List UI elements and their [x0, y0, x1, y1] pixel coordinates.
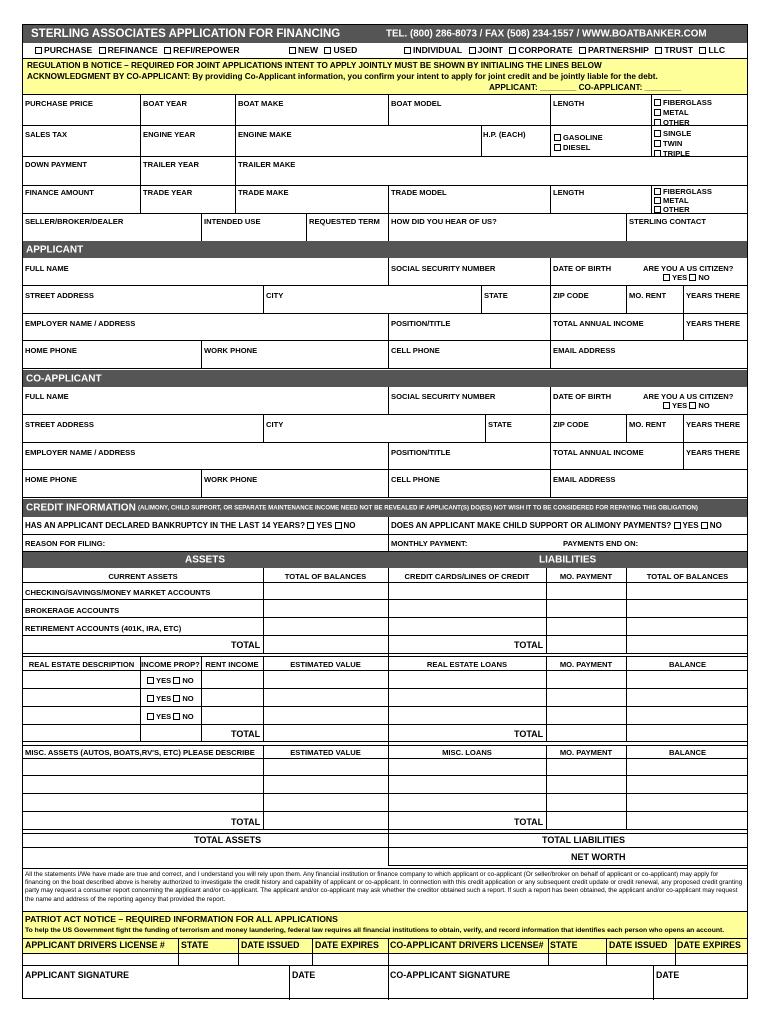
co-applicant-income-field[interactable]: TOTAL ANNUAL INCOME	[553, 448, 644, 457]
refinance-checkbox[interactable]	[99, 47, 106, 54]
misc-loans-column-header: MISC. LOANS	[442, 748, 492, 757]
trade-model-field[interactable]: TRADE MODEL	[391, 188, 447, 197]
co-applicant-employer-field[interactable]: EMPLOYER NAME / ADDRESS	[25, 448, 136, 457]
new-checkbox[interactable]	[289, 47, 296, 54]
notice-line-1: REGULATION B NOTICE – REQUIRED FOR JOINT APPLICATIONS INTENT TO APPLY JOINTLY MUST BE SHOWN BY INITIALING THE LINES BELOW	[27, 61, 602, 70]
applicant-header	[23, 241, 747, 258]
credit-info-header	[23, 499, 747, 517]
bankruptcy-question	[25, 521, 356, 530]
applicant-years-there-field[interactable]: YEARS THERE	[686, 291, 741, 300]
applicant-cell-phone-field[interactable]: CELL PHONE	[391, 346, 440, 355]
co-applicant-position-field[interactable]: POSITION/TITLE	[391, 448, 451, 457]
checking-accounts-row[interactable]: CHECKING/SAVINGS/MONEY MARKET ACCOUNTS	[25, 588, 211, 597]
other-checkbox[interactable]	[654, 119, 661, 126]
purchase-label: PURCHASE	[44, 45, 93, 55]
applicant-signature-field[interactable]: APPLICANT SIGNATURE	[25, 970, 129, 980]
refi-repower-option[interactable]	[164, 46, 239, 55]
fiberglass-option[interactable]	[654, 98, 712, 108]
co-applicant-license-issued-field[interactable]: DATE ISSUED	[609, 940, 668, 950]
llc-checkbox[interactable]	[699, 47, 706, 54]
assets-liabilities-header	[23, 552, 747, 568]
assets-total-balances-column-header: TOTAL OF BALANCES	[284, 572, 367, 581]
refinance-label: REFINANCE	[107, 45, 158, 55]
co-applicant-heading: CO-APPLICANT	[26, 373, 102, 384]
applicant-home-phone-field[interactable]: HOME PHONE	[25, 346, 77, 355]
sterling-contact-field[interactable]: STERLING CONTACT	[629, 217, 707, 226]
bankruptcy-no-checkbox[interactable]	[335, 522, 342, 529]
income-prop-column-header: INCOME PROP?	[141, 660, 200, 669]
application-form	[22, 24, 748, 999]
co-applicant-full-name-field[interactable]: FULL NAME	[25, 392, 69, 401]
patriot-text: To help the US Government fight the funding of terrorism and money laundering, federal law requires all financial institutions to obtain, verify, and record information that identifies each person who opens an account.	[25, 927, 725, 934]
co-applicant-header	[23, 370, 747, 387]
fiberglass-label: FIBERGLASS	[663, 98, 712, 107]
assets-heading: ASSETS	[185, 554, 226, 566]
metal-checkbox[interactable]	[654, 109, 661, 116]
form-title: STERLING ASSOCIATES APPLICATION FOR FINANCING	[31, 28, 341, 40]
misc-assets-column-header: MISC. ASSETS (AUTOS, BOATS,RV'S, ETC) PLEASE DESCRIBE	[25, 748, 255, 757]
joint-label: JOINT	[477, 45, 503, 55]
purpose-options	[35, 46, 244, 55]
support-no-label: NO	[709, 521, 722, 530]
trust-option[interactable]	[655, 46, 693, 55]
single-checkbox[interactable]	[654, 130, 661, 137]
joint-option[interactable]	[469, 46, 503, 55]
dealer-field[interactable]: SELLER/BROKER/DEALER	[25, 217, 124, 226]
regulation-b-notice	[23, 59, 747, 94]
co-applicant-email-field[interactable]: EMAIL ADDRESS	[553, 475, 616, 484]
trade-fiberglass-label: FIBERGLASS	[663, 187, 712, 196]
metal-option[interactable]	[654, 108, 712, 118]
twin-label: TWIN	[663, 139, 683, 148]
credit-cards-column-header: CREDIT CARDS/LINES OF CREDIT	[404, 572, 530, 581]
co-applicant-license-state-field[interactable]: STATE	[550, 940, 578, 950]
misc-balance-column-header: BALANCE	[668, 748, 707, 757]
real-estate-description-column-header: REAL ESTATE DESCRIPTION	[28, 660, 135, 669]
co-applicant-license-field[interactable]: CO-APPLICANT DRIVERS LICENSE#	[390, 940, 544, 950]
support-no-checkbox[interactable]	[701, 522, 708, 529]
finance-amount-field[interactable]: FINANCE AMOUNT	[25, 188, 94, 197]
trade-fiberglass-option[interactable]	[654, 187, 712, 196]
boat-model-field[interactable]: BOAT MODEL	[391, 99, 442, 108]
re-mo-payment-column-header: MO. PAYMENT	[559, 660, 613, 669]
triple-option[interactable]	[654, 149, 691, 159]
trade-metal-checkbox[interactable]	[654, 197, 661, 204]
net-worth-label: NET WORTH	[571, 852, 626, 862]
twin-checkbox[interactable]	[654, 140, 661, 147]
income-prop-yes-checkbox-2[interactable]	[147, 695, 154, 702]
triple-label: TRIPLE	[663, 149, 691, 158]
trade-make-field[interactable]: TRADE MAKE	[238, 188, 289, 197]
trust-label: TRUST	[664, 45, 693, 55]
applicant-dob-field[interactable]: DATE OF BIRTH	[553, 264, 612, 273]
diesel-label: DIESEL	[563, 143, 591, 152]
income-prop-options-3	[147, 712, 194, 721]
notice-initials[interactable]: APPLICANT: ________ CO-APPLICANT: ________	[489, 83, 682, 92]
credit-heading: CREDIT INFORMATION	[26, 502, 136, 514]
misc-mo-payment-column-header: MO. PAYMENT	[559, 748, 613, 757]
income-prop-yes-label-1: YES	[156, 676, 172, 685]
applicant-license-field[interactable]: APPLICANT DRIVERS LICENSE #	[25, 940, 165, 950]
support-question-label: DOES AN APPLICANT MAKE CHILD SUPPORT OR ALIMONY PAYMENTS?	[391, 521, 672, 530]
used-option[interactable]	[324, 46, 357, 55]
purchase-checkbox[interactable]	[35, 47, 42, 54]
applicant-street-field[interactable]: STREET ADDRESS	[25, 291, 94, 300]
rent-income-column-header: RENT INCOME	[205, 660, 259, 669]
trade-year-field[interactable]: TRADE YEAR	[143, 188, 193, 197]
co-applicant-citizen-yes-label: YES	[672, 401, 688, 410]
income-prop-no-label-3: NO	[182, 712, 194, 721]
trade-metal-option[interactable]	[654, 196, 712, 205]
patriot-title: PATRIOT ACT NOTICE – REQUIRED INFORMATION FOR ALL APPLICATIONS	[25, 914, 338, 924]
support-yes-checkbox[interactable]	[674, 522, 681, 529]
total-liabilities-label: TOTAL LIABILITIES	[542, 835, 625, 845]
engine-year-field[interactable]: ENGINE YEAR	[143, 130, 196, 139]
co-applicant-citizen-yes-checkbox[interactable]	[663, 402, 670, 409]
refi-repower-label: REFI/REPOWER	[173, 45, 240, 55]
llc-label: LLC	[708, 45, 726, 55]
applicant-position-field[interactable]: POSITION/TITLE	[391, 319, 451, 328]
co-applicant-signature-field[interactable]: CO-APPLICANT SIGNATURE	[390, 970, 511, 980]
income-prop-yes-label-2: YES	[156, 694, 172, 703]
applicant-license-expires-field[interactable]: DATE EXPIRES	[315, 940, 379, 950]
applicant-income-field[interactable]: TOTAL ANNUAL INCOME	[553, 319, 644, 328]
engine-make-field[interactable]: ENGINE MAKE	[238, 130, 292, 139]
individual-checkbox[interactable]	[404, 47, 411, 54]
applicant-citizen-options	[663, 273, 710, 282]
hull-material-options	[654, 98, 712, 128]
trade-fiberglass-checkbox[interactable]	[654, 188, 661, 195]
applicant-mo-rent-field[interactable]: MO. RENT	[629, 291, 667, 300]
applicant-city-field[interactable]: CITY	[266, 291, 284, 300]
co-applicant-state-field[interactable]: STATE	[488, 420, 512, 429]
applicant-state-field[interactable]: STATE	[484, 291, 508, 300]
trust-checkbox[interactable]	[655, 47, 662, 54]
monthly-payment-field[interactable]: MONTHLY PAYMENT:	[391, 539, 468, 548]
current-assets-column-header: CURRENT ASSETS	[108, 572, 178, 581]
co-applicant-ssn-field[interactable]: SOCIAL SECURITY NUMBER	[391, 392, 496, 401]
refinance-option[interactable]	[99, 46, 158, 55]
applicant-zip-field[interactable]: ZIP CODE	[553, 291, 589, 300]
balance-column-header: BALANCE	[668, 660, 707, 669]
retirement-accounts-row[interactable]: RETIREMENT ACCOUNTS (401K, IRA, ETC)	[25, 624, 182, 633]
estimated-value-column-header: ESTIMATED VALUE	[290, 660, 361, 669]
applicant-license-state-field[interactable]: STATE	[181, 940, 209, 950]
applicant-heading: APPLICANT	[26, 244, 84, 255]
co-applicant-dob-field[interactable]: DATE OF BIRTH	[553, 392, 612, 401]
assets-total-label-1: TOTAL	[231, 640, 261, 650]
sales-tax-field[interactable]: SALES TAX	[25, 130, 68, 139]
liabilities-total-label-1: TOTAL	[514, 640, 544, 650]
co-applicant-work-phone-field[interactable]: WORK PHONE	[204, 475, 258, 484]
gasoline-label: GASOLINE	[563, 133, 603, 142]
corporate-label: CORPORATE	[518, 45, 573, 55]
intended-use-field[interactable]: INTENDED USE	[204, 217, 261, 226]
liabilities-total-label-2: TOTAL	[514, 729, 544, 739]
co-applicant-citizen-no-label: NO	[698, 401, 710, 410]
gasoline-checkbox[interactable]	[554, 134, 561, 141]
gasoline-option[interactable]	[554, 133, 603, 143]
applicant-years-there-2-field[interactable]: YEARS THERE	[686, 319, 741, 328]
engine-count-options	[654, 129, 691, 159]
purchase-price-field[interactable]: PURCHASE PRICE	[25, 99, 93, 108]
applicant-citizen-yes-label: YES	[672, 273, 688, 282]
trade-other-label: OTHER	[663, 205, 690, 214]
misc-estimated-value-column-header: ESTIMATED VALUE	[290, 748, 361, 757]
trailer-make-field[interactable]: TRAILER MAKE	[238, 160, 296, 169]
bankruptcy-yes-checkbox[interactable]	[307, 522, 314, 529]
partnership-option[interactable]	[579, 46, 649, 55]
co-applicant-citizen-no-checkbox[interactable]	[689, 402, 696, 409]
co-applicant-license-expires-field[interactable]: DATE EXPIRES	[677, 940, 741, 950]
individual-label: INDIVIDUAL	[413, 45, 463, 55]
co-applicant-mo-rent-field[interactable]: MO. RENT	[629, 420, 667, 429]
twin-option[interactable]	[654, 139, 691, 149]
payments-end-field[interactable]: PAYMENTS END ON:	[563, 539, 639, 548]
assets-total-label-3: TOTAL	[231, 817, 261, 827]
applicant-employer-field[interactable]: EMPLOYER NAME / ADDRESS	[25, 319, 136, 328]
co-applicant-cell-phone-field[interactable]: CELL PHONE	[391, 475, 440, 484]
fiberglass-checkbox[interactable]	[654, 99, 661, 106]
certification-statement: All the statements I/We have made are true and correct, and I understand you will rely upon them. Any financial institution or finance company to which applicant or co-applicant (Or seller/broker on behalf of applicant or co-applicant) may apply for financing on the boat described above is hereby authorized to investigate the credit history and capability of applicant or co-applicant. In connection with this credit application or any subsequent credit update or credit renewal, any proposed credit granting party may request a consumer report concerning the applicant and/or co-applicant. The applicant and/or co-applicant may ask whether the creditor obtained such a report. If such a report has been obtained, the applicant and/or co-applicant may request the name and address of the reporting agency that provided the report.	[25, 871, 743, 903]
partnership-checkbox[interactable]	[579, 47, 586, 54]
partnership-label: PARTNERSHIP	[587, 45, 649, 55]
liabilities-heading: LIABILITIES	[539, 554, 597, 566]
support-question	[391, 521, 722, 530]
applicant-work-phone-field[interactable]: WORK PHONE	[204, 346, 258, 355]
trade-length-field[interactable]: LENGTH	[553, 188, 585, 197]
co-applicant-years-there-field[interactable]: YEARS THERE	[686, 420, 741, 429]
bankruptcy-no-label: NO	[343, 521, 356, 530]
trailer-year-field[interactable]: TRAILER YEAR	[143, 160, 199, 169]
diesel-checkbox[interactable]	[554, 144, 561, 151]
llc-option[interactable]	[699, 46, 725, 55]
applicant-signature-date-field[interactable]: DATE	[292, 970, 316, 980]
triple-checkbox[interactable]	[654, 150, 661, 157]
income-prop-no-label-1: NO	[182, 676, 194, 685]
co-applicant-signature-date-field[interactable]: DATE	[656, 970, 680, 980]
boat-make-field[interactable]: BOAT MAKE	[238, 99, 284, 108]
income-prop-yes-checkbox-3[interactable]	[147, 713, 154, 720]
diesel-option[interactable]	[554, 143, 603, 153]
income-prop-no-checkbox-1[interactable]	[173, 677, 180, 684]
refi-repower-checkbox[interactable]	[164, 47, 171, 54]
other-option[interactable]	[654, 118, 712, 128]
liabilities-total-label-3: TOTAL	[514, 817, 544, 827]
co-applicant-citizen-question: ARE YOU A US CITIZEN?	[643, 392, 734, 401]
bankruptcy-question-label: HAS AN APPLICANT DECLARED BANKRUPTCY IN THE LAST 14 YEARS?	[25, 521, 306, 530]
applicant-license-issued-field[interactable]: DATE ISSUED	[241, 940, 300, 950]
assets-total-label-2: TOTAL	[231, 729, 261, 739]
income-prop-no-checkbox-3[interactable]	[173, 713, 180, 720]
condition-options	[289, 46, 361, 55]
single-label: SINGLE	[663, 129, 692, 138]
requested-term-field[interactable]: REQUESTED TERM	[309, 217, 380, 226]
trade-other-option[interactable]	[654, 205, 712, 214]
hp-field[interactable]: H.P. (EACH)	[483, 130, 526, 139]
co-applicant-zip-field[interactable]: ZIP CODE	[553, 420, 589, 429]
applicant-citizen-no-checkbox[interactable]	[689, 274, 696, 281]
co-applicant-citizen-options	[663, 401, 710, 410]
how-hear-field[interactable]: HOW DID YOU HEAR OF US?	[391, 217, 497, 226]
notice-line-2: ACKNOWLEDGMENT BY CO-APPLICANT: By providing Co-Applicant information, you confirm your intent to apply for joint credit and be jointly liable for the debt.	[27, 72, 658, 81]
used-checkbox[interactable]	[324, 47, 331, 54]
purchase-option[interactable]	[35, 46, 92, 55]
bankruptcy-yes-label: YES	[316, 521, 333, 530]
corporate-checkbox[interactable]	[509, 47, 516, 54]
metal-label: METAL	[663, 108, 689, 117]
patriot-act-notice	[23, 912, 747, 938]
co-applicant-home-phone-field[interactable]: HOME PHONE	[25, 475, 77, 484]
co-applicant-city-field[interactable]: CITY	[266, 420, 284, 429]
length-field[interactable]: LENGTH	[553, 99, 585, 108]
credit-note: (ALIMONY, CHILD SUPPORT, OR SEPARATE MAINTENANCE INCOME NEED NOT BE REVEALED IF APPLICANT(S) DO(ES) NOT WISH IT TO BE CONSIDERED FOR REPAYING THIS OBLIGATION)	[138, 504, 698, 512]
applicant-citizen-question: ARE YOU A US CITIZEN?	[643, 264, 734, 273]
applicant-ssn-field[interactable]: SOCIAL SECURITY NUMBER	[391, 264, 496, 273]
co-applicant-years-there-2-field[interactable]: YEARS THERE	[686, 448, 741, 457]
other-label: OTHER	[663, 118, 690, 127]
liab-total-balances-column-header: TOTAL OF BALANCES	[646, 572, 729, 581]
joint-checkbox[interactable]	[469, 47, 476, 54]
new-option[interactable]	[289, 46, 318, 55]
contact-info: TEL. (800) 286-8073 / FAX (508) 234-1557 / WWW.BOATBANKER.COM	[386, 28, 707, 40]
entity-options	[404, 46, 729, 55]
applicant-citizen-no-label: NO	[698, 273, 710, 282]
applicant-email-field[interactable]: EMAIL ADDRESS	[553, 346, 616, 355]
co-applicant-street-field[interactable]: STREET ADDRESS	[25, 420, 94, 429]
income-prop-options-2	[147, 694, 194, 703]
reason-for-filing-field[interactable]: REASON FOR FILING:	[25, 539, 106, 548]
total-assets-label: TOTAL ASSETS	[194, 835, 262, 845]
trade-metal-label: METAL	[663, 196, 689, 205]
real-estate-loans-column-header: REAL ESTATE LOANS	[426, 660, 508, 669]
income-prop-yes-label-3: YES	[156, 712, 172, 721]
used-label: USED	[333, 45, 358, 55]
applicant-citizen-yes-checkbox[interactable]	[663, 274, 670, 281]
income-prop-no-label-2: NO	[182, 694, 194, 703]
trade-other-checkbox[interactable]	[654, 206, 661, 213]
individual-option[interactable]	[404, 46, 462, 55]
income-prop-no-checkbox-2[interactable]	[173, 695, 180, 702]
trade-hull-options	[654, 187, 712, 214]
support-yes-label: YES	[682, 521, 699, 530]
boat-year-field[interactable]: BOAT YEAR	[143, 99, 188, 108]
single-option[interactable]	[654, 129, 691, 139]
mo-payment-column-header: MO. PAYMENT	[559, 572, 613, 581]
income-prop-yes-checkbox-1[interactable]	[147, 677, 154, 684]
fuel-options	[554, 133, 603, 153]
down-payment-field[interactable]: DOWN PAYMENT	[25, 160, 88, 169]
brokerage-accounts-row[interactable]: BROKERAGE ACCOUNTS	[25, 606, 120, 615]
income-prop-options-1	[147, 676, 194, 685]
new-label: NEW	[298, 45, 319, 55]
form-header-bar	[23, 25, 747, 43]
applicant-full-name-field[interactable]: FULL NAME	[25, 264, 69, 273]
corporate-option[interactable]	[509, 46, 572, 55]
